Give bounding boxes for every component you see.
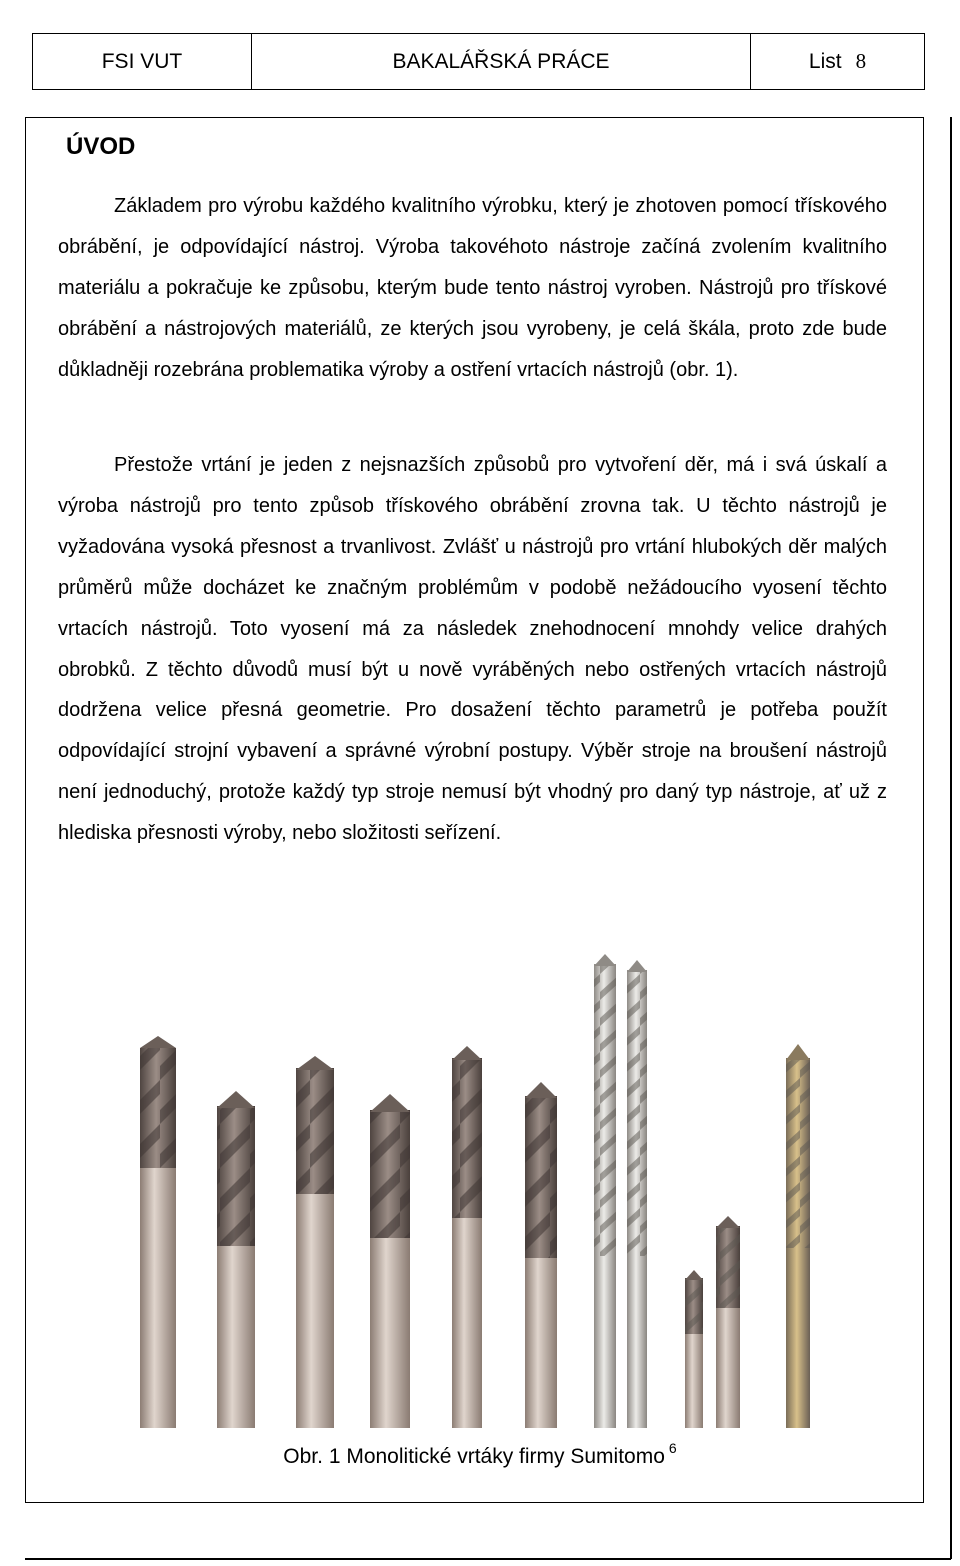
drill-8-long	[627, 960, 647, 1428]
frame-shadow-right	[950, 117, 952, 1559]
drill-6	[525, 1082, 557, 1428]
header-school	[33, 34, 252, 89]
section-title: ÚVOD	[66, 133, 136, 160]
drill-4	[370, 1094, 410, 1428]
drill-bits-photo	[100, 948, 860, 1428]
caption-reference: 6	[668, 1440, 677, 1456]
caption-text: Obr. 1 Monolitické vrtáky firmy Sumitomo	[283, 1445, 665, 1468]
drill-10-small	[716, 1216, 740, 1428]
header-sheet	[751, 34, 924, 89]
header-doc-type	[252, 34, 751, 89]
school-name: FSI VUT	[101, 49, 183, 73]
paragraph-intro: Základem pro výrobu každého kvalitního výrobku, který je zhotoven pomocí třískového obrábění, je odpovídající nástroj. Výroba takovéhoto nástroje začíná zvolením kvalitního materiálu a pokračuje ke způsobu, kterým bude tento nástroj vyroben. Nástrojů pro třískové obrábění a nástrojových materiálů, ze kterých jsou vyrobeny, je celá škála, proto zde bude důkladněji rozebrána problematika výroby a ostření vrtacích nástrojů (obr. 1).	[58, 195, 887, 381]
paragraph-drilling: Přestože vrtání je jeden z nejsnazších způsobů pro vytvoření děr, má i svá úskalí a výroba nástrojů pro tento způsob třískového obrábění zrovna tak. U těchto nástrojů je vyžadována vysoká přesnost a trvanlivost. Zvlášť u nástrojů pro vrtání hlubokých děr malých průměrů může docházet ke značným problémům v podobě nežádoucího vyosení těchto vrtacích nástrojů. Toto vyosení má za následek znehodnocení mnohdy velice drahých obrobků. Z těchto důvodů musí být u nově vyráběných nebo ostřených vrtacích nástrojů dodržena velice přesná geometrie. Pro dosažení těchto parametrů je potřeba použít odpovídající strojní vybavení a správné výrobní postupy. Výběr stroje na broušení nástrojů není jednoduchý, protože každý typ stroje nemusí být vhodný pro daný typ nástroje, ať už z hlediska přesnosti výroby, nebo složitosti seřízení.	[58, 454, 887, 845]
page-header	[32, 33, 925, 90]
drill-1	[140, 1036, 176, 1428]
drill-9-small	[685, 1270, 703, 1428]
frame-shadow-bottom	[25, 1558, 951, 1560]
drill-2	[217, 1091, 255, 1428]
document-type: BAKALÁŘSKÁ PRÁCE	[392, 49, 610, 73]
drill-11-gold	[786, 1044, 810, 1428]
drill-3	[296, 1056, 334, 1428]
sheet-label: List	[808, 49, 842, 73]
figure-caption	[0, 1440, 960, 1469]
sheet-number: 8	[855, 49, 867, 73]
drill-5	[452, 1046, 482, 1428]
drill-7-long	[594, 954, 616, 1428]
